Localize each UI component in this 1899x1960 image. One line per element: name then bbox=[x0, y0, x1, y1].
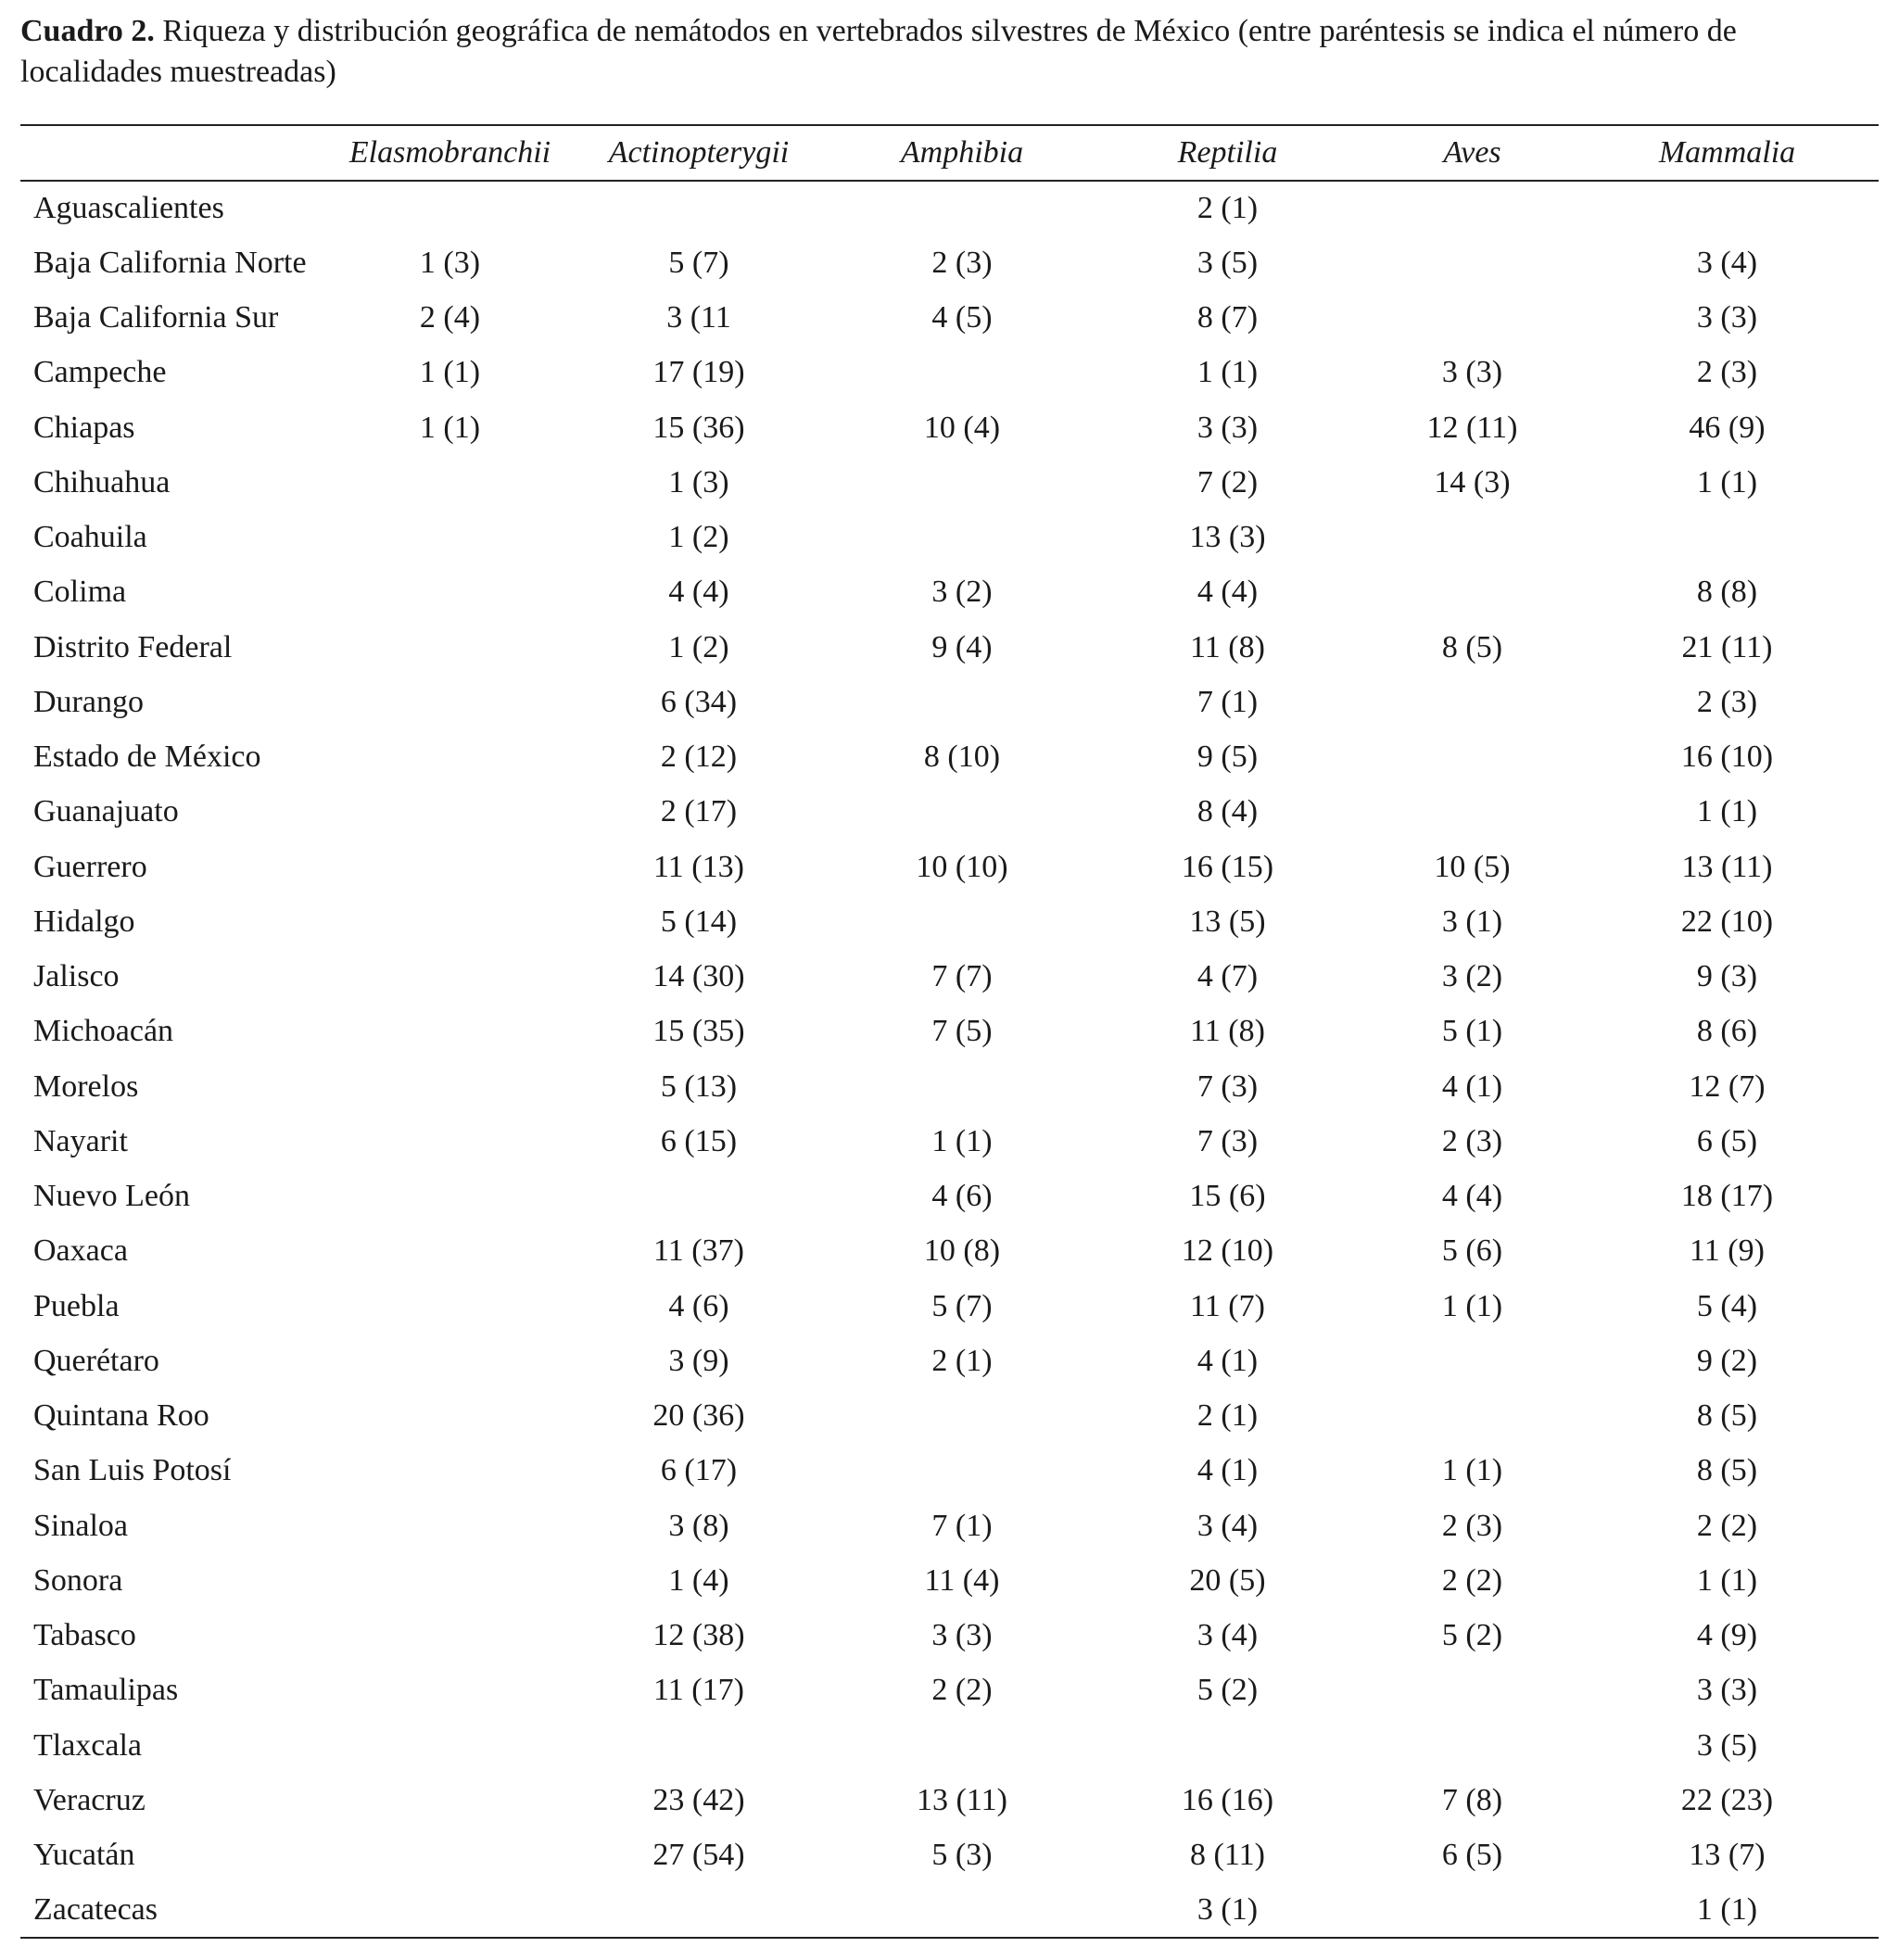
table-row bbox=[20, 1005, 1879, 1059]
cell-aves: 4 (4) bbox=[1441, 1179, 1503, 1214]
cell-amphibia: 11 (4) bbox=[924, 1562, 1000, 1598]
cell-actinopterygii: 1 (4) bbox=[668, 1562, 729, 1598]
cell-state: Tabasco bbox=[33, 1618, 136, 1653]
cell-amphibia: 3 (2) bbox=[931, 575, 993, 610]
cell-mammalia: 46 (9) bbox=[1689, 410, 1766, 445]
cell-state: Nayarit bbox=[33, 1123, 128, 1158]
cell-aves bbox=[1369, 1883, 1576, 1938]
table-row bbox=[20, 675, 1879, 729]
table-row bbox=[20, 235, 1879, 290]
cell-actinopterygii: 11 (13) bbox=[653, 849, 744, 884]
cell-state: San Luis Potosí bbox=[33, 1453, 232, 1488]
cell-state: Chiapas bbox=[33, 410, 135, 445]
cell-aves: 4 (1) bbox=[1441, 1069, 1503, 1104]
cell-amphibia bbox=[838, 1718, 1086, 1773]
table-row bbox=[20, 346, 1879, 400]
cell-mammalia bbox=[1576, 511, 1879, 565]
table-row bbox=[20, 400, 1879, 455]
cell-aves: 2 (3) bbox=[1441, 1123, 1503, 1158]
caption-label: Cuadro 2. bbox=[20, 14, 155, 48]
data-table-container bbox=[20, 124, 1879, 1939]
table-row bbox=[20, 1663, 1879, 1718]
cell-aves bbox=[1369, 181, 1576, 235]
cell-reptilia: 7 (3) bbox=[1196, 1069, 1259, 1104]
cell-elasmobranchii bbox=[340, 785, 560, 840]
cell-reptilia: 7 (2) bbox=[1196, 464, 1259, 499]
cell-elasmobranchii bbox=[340, 1224, 560, 1279]
cell-state: Morelos bbox=[33, 1069, 139, 1104]
cell-elasmobranchii bbox=[340, 675, 560, 729]
cell-reptilia: 4 (7) bbox=[1196, 959, 1259, 994]
cell-mammalia: 3 (3) bbox=[1696, 1673, 1758, 1708]
cell-elasmobranchii bbox=[340, 455, 560, 510]
cell-mammalia: 22 (10) bbox=[1680, 904, 1774, 939]
cell-elasmobranchii bbox=[340, 181, 560, 235]
cell-amphibia bbox=[838, 1444, 1086, 1498]
cell-mammalia: 8 (5) bbox=[1696, 1453, 1758, 1488]
cell-aves: 1 (1) bbox=[1441, 1288, 1503, 1323]
cell-reptilia: 3 (4) bbox=[1196, 1508, 1259, 1543]
cell-amphibia bbox=[838, 1883, 1086, 1938]
cell-aves: 5 (6) bbox=[1441, 1233, 1503, 1269]
cell-state: Baja California Sur bbox=[33, 300, 279, 335]
cell-elasmobranchii: 1 (1) bbox=[419, 410, 481, 445]
cell-amphibia bbox=[838, 1059, 1086, 1114]
header-aves: Aves bbox=[1369, 125, 1576, 181]
cell-aves bbox=[1369, 785, 1576, 840]
cell-state: Oaxaca bbox=[33, 1233, 128, 1269]
cell-amphibia: 1 (1) bbox=[931, 1123, 993, 1158]
cell-aves bbox=[1369, 675, 1576, 729]
cell-reptilia: 4 (4) bbox=[1196, 575, 1259, 610]
cell-aves bbox=[1369, 1334, 1576, 1388]
cell-aves: 3 (3) bbox=[1441, 355, 1503, 390]
cell-actinopterygii: 5 (7) bbox=[668, 245, 729, 280]
cell-actinopterygii: 14 (30) bbox=[652, 959, 745, 994]
cell-amphibia: 7 (1) bbox=[931, 1508, 993, 1543]
cell-aves bbox=[1369, 1718, 1576, 1773]
cell-reptilia: 20 (5) bbox=[1189, 1562, 1266, 1598]
cell-mammalia: 13 (7) bbox=[1689, 1838, 1766, 1873]
header-mammalia: Mammalia bbox=[1576, 125, 1879, 181]
cell-reptilia bbox=[1086, 1718, 1369, 1773]
cell-reptilia: 2 (1) bbox=[1196, 191, 1259, 226]
cell-state: Yucatán bbox=[33, 1838, 135, 1873]
cell-amphibia: 2 (1) bbox=[931, 1343, 993, 1378]
header-amphibia: Amphibia bbox=[838, 125, 1086, 181]
cell-aves bbox=[1369, 511, 1576, 565]
cell-aves bbox=[1369, 1389, 1576, 1444]
table-row bbox=[20, 620, 1879, 675]
cell-amphibia: 7 (7) bbox=[931, 959, 993, 994]
cell-state: Distrito Federal bbox=[33, 629, 233, 664]
cell-actinopterygii: 6 (34) bbox=[660, 684, 738, 719]
header-state bbox=[20, 125, 340, 181]
cell-amphibia: 10 (10) bbox=[916, 849, 1008, 884]
cell-amphibia bbox=[838, 181, 1086, 235]
cell-reptilia: 3 (3) bbox=[1196, 410, 1259, 445]
cell-mammalia: 22 (23) bbox=[1680, 1782, 1774, 1817]
cell-mammalia: 8 (8) bbox=[1696, 575, 1758, 610]
cell-elasmobranchii bbox=[340, 1718, 560, 1773]
cell-aves: 2 (3) bbox=[1441, 1508, 1503, 1543]
cell-reptilia: 15 (6) bbox=[1189, 1179, 1266, 1214]
cell-state: Sonora bbox=[33, 1562, 123, 1598]
cell-mammalia: 1 (1) bbox=[1576, 1883, 1879, 1938]
cell-actinopterygii bbox=[560, 1170, 838, 1224]
cell-actinopterygii: 11 (37) bbox=[653, 1233, 744, 1269]
table-row bbox=[20, 1114, 1879, 1169]
cell-amphibia: 4 (6) bbox=[931, 1179, 993, 1214]
table-row bbox=[20, 840, 1879, 894]
table-row bbox=[20, 511, 1879, 565]
cell-amphibia: 10 (4) bbox=[923, 410, 1001, 445]
cell-mammalia: 13 (11) bbox=[1681, 849, 1773, 884]
cell-aves: 12 (11) bbox=[1426, 410, 1518, 445]
cell-mammalia: 2 (3) bbox=[1696, 684, 1758, 719]
table-row bbox=[20, 1170, 1879, 1224]
cell-state: Tamaulipas bbox=[33, 1673, 179, 1708]
table-row bbox=[20, 1883, 1879, 1938]
cell-amphibia: 2 (2) bbox=[931, 1673, 993, 1708]
cell-elasmobranchii bbox=[340, 1170, 560, 1224]
cell-state: Jalisco bbox=[33, 959, 120, 994]
header-reptilia: Reptilia bbox=[1086, 125, 1369, 181]
cell-elasmobranchii bbox=[340, 511, 560, 565]
cell-mammalia: 1 (1) bbox=[1696, 464, 1758, 499]
cell-aves bbox=[1369, 730, 1576, 785]
cell-reptilia: 9 (5) bbox=[1196, 740, 1259, 775]
cell-elasmobranchii bbox=[340, 894, 560, 949]
cell-state: Quintana Roo bbox=[33, 1398, 209, 1434]
cell-elasmobranchii bbox=[340, 1444, 560, 1498]
cell-aves: 3 (2) bbox=[1441, 959, 1503, 994]
cell-actinopterygii: 3 (11 bbox=[666, 300, 731, 335]
cell-elasmobranchii: 1 (1) bbox=[419, 355, 481, 390]
cell-state: Baja California Norte bbox=[33, 245, 307, 280]
cell-actinopterygii: 1 (3) bbox=[668, 464, 729, 499]
cell-mammalia: 16 (10) bbox=[1680, 740, 1774, 775]
data-table bbox=[20, 124, 1879, 1939]
cell-mammalia: 21 (11) bbox=[1681, 629, 1773, 664]
cell-state: Estado de México bbox=[33, 740, 261, 775]
cell-aves: 1 (1) bbox=[1441, 1453, 1503, 1488]
cell-elasmobranchii: 2 (4) bbox=[419, 300, 481, 335]
cell-amphibia bbox=[838, 346, 1086, 400]
cell-reptilia: 8 (7) bbox=[1196, 300, 1259, 335]
cell-mammalia: 9 (2) bbox=[1696, 1343, 1758, 1378]
cell-reptilia: 8 (4) bbox=[1196, 794, 1259, 829]
cell-mammalia: 12 (7) bbox=[1689, 1069, 1766, 1104]
cell-state: Nuevo León bbox=[33, 1179, 191, 1214]
cell-amphibia bbox=[838, 1389, 1086, 1444]
cell-reptilia: 11 (7) bbox=[1190, 1288, 1265, 1323]
cell-mammalia bbox=[1576, 181, 1879, 235]
cell-state: Guerrero bbox=[33, 849, 147, 884]
cell-reptilia: 4 (1) bbox=[1196, 1343, 1259, 1378]
table-row bbox=[20, 1553, 1879, 1608]
cell-actinopterygii: 5 (13) bbox=[660, 1069, 738, 1104]
cell-aves: 6 (5) bbox=[1441, 1838, 1503, 1873]
cell-elasmobranchii bbox=[340, 1663, 560, 1718]
cell-mammalia: 6 (5) bbox=[1696, 1123, 1758, 1158]
cell-reptilia: 11 (8) bbox=[1190, 629, 1265, 664]
cell-reptilia: 13 (5) bbox=[1189, 904, 1266, 939]
table-row bbox=[20, 785, 1879, 840]
cell-amphibia: 4 (5) bbox=[931, 300, 993, 335]
table-row bbox=[20, 1279, 1879, 1334]
table-caption bbox=[20, 11, 1879, 93]
cell-actinopterygii: 4 (4) bbox=[668, 575, 729, 610]
cell-actinopterygii: 15 (36) bbox=[652, 410, 745, 445]
table-body bbox=[20, 181, 1879, 1938]
cell-elasmobranchii bbox=[340, 1883, 560, 1938]
cell-elasmobranchii bbox=[340, 1389, 560, 1444]
cell-mammalia: 11 (9) bbox=[1690, 1233, 1765, 1269]
cell-state: Colima bbox=[33, 575, 127, 610]
table-row bbox=[20, 1059, 1879, 1114]
table-row bbox=[20, 894, 1879, 949]
cell-actinopterygii: 20 (36) bbox=[652, 1398, 745, 1434]
cell-mammalia: 18 (17) bbox=[1680, 1179, 1774, 1214]
cell-reptilia: 7 (3) bbox=[1196, 1123, 1259, 1158]
cell-amphibia bbox=[838, 894, 1086, 949]
cell-elasmobranchii bbox=[340, 1059, 560, 1114]
cell-state: Coahuila bbox=[33, 520, 147, 555]
cell-aves: 8 (5) bbox=[1441, 629, 1503, 664]
cell-elasmobranchii bbox=[340, 1609, 560, 1663]
cell-elasmobranchii bbox=[340, 950, 560, 1005]
cell-actinopterygii: 12 (38) bbox=[652, 1618, 745, 1653]
cell-aves: 7 (8) bbox=[1441, 1782, 1503, 1817]
table-row bbox=[20, 1773, 1879, 1827]
cell-reptilia: 11 (8) bbox=[1190, 1014, 1265, 1049]
cell-actinopterygii: 1 (2) bbox=[668, 520, 729, 555]
cell-actinopterygii: 5 (14) bbox=[660, 904, 738, 939]
cell-elasmobranchii bbox=[340, 565, 560, 620]
cell-amphibia bbox=[838, 511, 1086, 565]
cell-reptilia: 16 (15) bbox=[1181, 849, 1274, 884]
cell-reptilia: 3 (1) bbox=[1086, 1883, 1369, 1938]
cell-elasmobranchii: 1 (3) bbox=[419, 245, 481, 280]
table-row bbox=[20, 565, 1879, 620]
cell-amphibia: 13 (11) bbox=[917, 1782, 1007, 1817]
table-row bbox=[20, 291, 1879, 346]
cell-amphibia: 2 (3) bbox=[931, 245, 993, 280]
cell-elasmobranchii bbox=[340, 730, 560, 785]
cell-actinopterygii: 27 (54) bbox=[652, 1838, 745, 1873]
cell-aves bbox=[1369, 235, 1576, 290]
cell-actinopterygii: 4 (6) bbox=[668, 1288, 729, 1323]
cell-amphibia bbox=[838, 785, 1086, 840]
cell-state: Durango bbox=[33, 684, 144, 719]
cell-elasmobranchii bbox=[340, 840, 560, 894]
cell-state: Veracruz bbox=[33, 1782, 146, 1817]
table-row bbox=[20, 1334, 1879, 1388]
header-actinopterygii: Actinopterygii bbox=[560, 125, 838, 181]
cell-actinopterygii: 3 (8) bbox=[668, 1508, 729, 1543]
cell-actinopterygii: 6 (17) bbox=[660, 1453, 738, 1488]
table-row bbox=[20, 730, 1879, 785]
cell-elasmobranchii bbox=[340, 1005, 560, 1059]
cell-elasmobranchii bbox=[340, 1279, 560, 1334]
cell-state: Aguascalientes bbox=[33, 191, 224, 226]
cell-elasmobranchii bbox=[340, 1498, 560, 1553]
cell-reptilia: 7 (1) bbox=[1196, 684, 1259, 719]
cell-state: Campeche bbox=[33, 355, 167, 390]
table-row bbox=[20, 1389, 1879, 1444]
table-row bbox=[20, 950, 1879, 1005]
cell-reptilia: 5 (2) bbox=[1196, 1673, 1259, 1708]
cell-mammalia: 8 (6) bbox=[1696, 1014, 1758, 1049]
cell-actinopterygii: 6 (15) bbox=[660, 1123, 738, 1158]
cell-reptilia: 4 (1) bbox=[1196, 1453, 1259, 1488]
cell-reptilia: 16 (16) bbox=[1181, 1782, 1274, 1817]
cell-mammalia: 1 (1) bbox=[1696, 1562, 1758, 1598]
cell-actinopterygii bbox=[560, 1883, 838, 1938]
header-elasmobranchii: Elasmobranchii bbox=[340, 125, 560, 181]
table-row bbox=[20, 1609, 1879, 1663]
cell-actinopterygii: 1 (2) bbox=[668, 629, 729, 664]
cell-aves bbox=[1369, 291, 1576, 346]
cell-state: Chihuahua bbox=[33, 464, 171, 499]
cell-reptilia: 3 (4) bbox=[1196, 1618, 1259, 1653]
table-row bbox=[20, 1828, 1879, 1883]
cell-aves bbox=[1369, 1663, 1576, 1718]
cell-mammalia: 9 (3) bbox=[1696, 959, 1758, 994]
cell-mammalia: 2 (3) bbox=[1696, 355, 1758, 390]
cell-elasmobranchii bbox=[340, 1114, 560, 1169]
cell-actinopterygii: 2 (17) bbox=[660, 794, 738, 829]
cell-reptilia: 8 (11) bbox=[1190, 1838, 1265, 1873]
cell-amphibia: 5 (7) bbox=[931, 1288, 993, 1323]
cell-state: Michoacán bbox=[33, 1014, 174, 1049]
cell-actinopterygii: 11 (17) bbox=[653, 1673, 744, 1708]
cell-aves: 14 (3) bbox=[1434, 464, 1511, 499]
cell-amphibia: 3 (3) bbox=[931, 1618, 993, 1653]
cell-amphibia: 10 (8) bbox=[923, 1233, 1001, 1269]
cell-elasmobranchii bbox=[340, 1773, 560, 1827]
cell-state: Zacatecas bbox=[20, 1883, 340, 1938]
cell-reptilia: 13 (3) bbox=[1189, 520, 1266, 555]
table-row bbox=[20, 1224, 1879, 1279]
cell-actinopterygii bbox=[560, 1718, 838, 1773]
table-row bbox=[20, 1718, 1879, 1773]
cell-amphibia bbox=[838, 675, 1086, 729]
cell-mammalia: 5 (4) bbox=[1696, 1288, 1758, 1323]
cell-mammalia: 1 (1) bbox=[1696, 794, 1758, 829]
cell-mammalia: 3 (3) bbox=[1696, 300, 1758, 335]
cell-amphibia bbox=[838, 455, 1086, 510]
cell-actinopterygii: 2 (12) bbox=[660, 740, 738, 775]
cell-aves: 5 (2) bbox=[1441, 1618, 1503, 1653]
cell-mammalia: 8 (5) bbox=[1696, 1398, 1758, 1434]
table-row bbox=[20, 1444, 1879, 1498]
cell-actinopterygii: 15 (35) bbox=[652, 1014, 745, 1049]
cell-mammalia: 4 (9) bbox=[1696, 1618, 1758, 1653]
cell-actinopterygii: 23 (42) bbox=[652, 1782, 745, 1817]
cell-reptilia: 12 (10) bbox=[1181, 1233, 1274, 1269]
cell-aves: 3 (1) bbox=[1441, 904, 1503, 939]
cell-aves: 2 (2) bbox=[1441, 1562, 1503, 1598]
cell-reptilia: 3 (5) bbox=[1196, 245, 1259, 280]
cell-reptilia: 1 (1) bbox=[1196, 355, 1259, 390]
cell-actinopterygii: 17 (19) bbox=[652, 355, 745, 390]
cell-state: Tlaxcala bbox=[33, 1727, 143, 1763]
cell-state: Hidalgo bbox=[33, 904, 135, 939]
cell-elasmobranchii bbox=[340, 1334, 560, 1388]
cell-actinopterygii bbox=[560, 181, 838, 235]
cell-aves bbox=[1369, 565, 1576, 620]
cell-state: Querétaro bbox=[33, 1343, 159, 1378]
cell-aves: 10 (5) bbox=[1434, 849, 1511, 884]
cell-mammalia: 3 (5) bbox=[1696, 1727, 1758, 1763]
table-row bbox=[20, 455, 1879, 510]
table-row bbox=[20, 1498, 1879, 1553]
cell-amphibia: 5 (3) bbox=[931, 1838, 993, 1873]
cell-state: Sinaloa bbox=[33, 1508, 128, 1543]
cell-aves: 5 (1) bbox=[1441, 1014, 1503, 1049]
cell-amphibia: 7 (5) bbox=[931, 1014, 993, 1049]
cell-state: Puebla bbox=[33, 1288, 120, 1323]
cell-amphibia: 8 (10) bbox=[923, 740, 1001, 775]
cell-state: Guanajuato bbox=[33, 794, 179, 829]
caption-text: Riqueza y distribución geográfica de nemátodos en vertebrados silvestres de México (entre paréntesis se indica el número de localidades muestreadas) bbox=[20, 14, 1737, 89]
cell-mammalia: 2 (2) bbox=[1696, 1508, 1758, 1543]
cell-amphibia: 9 (4) bbox=[931, 629, 993, 664]
cell-reptilia: 2 (1) bbox=[1196, 1398, 1259, 1434]
cell-elasmobranchii bbox=[340, 1828, 560, 1883]
cell-actinopterygii: 3 (9) bbox=[668, 1343, 729, 1378]
cell-mammalia: 3 (4) bbox=[1696, 245, 1758, 280]
table-header-row bbox=[20, 125, 1879, 181]
cell-elasmobranchii bbox=[340, 620, 560, 675]
table-row bbox=[20, 181, 1879, 235]
cell-elasmobranchii bbox=[340, 1553, 560, 1608]
